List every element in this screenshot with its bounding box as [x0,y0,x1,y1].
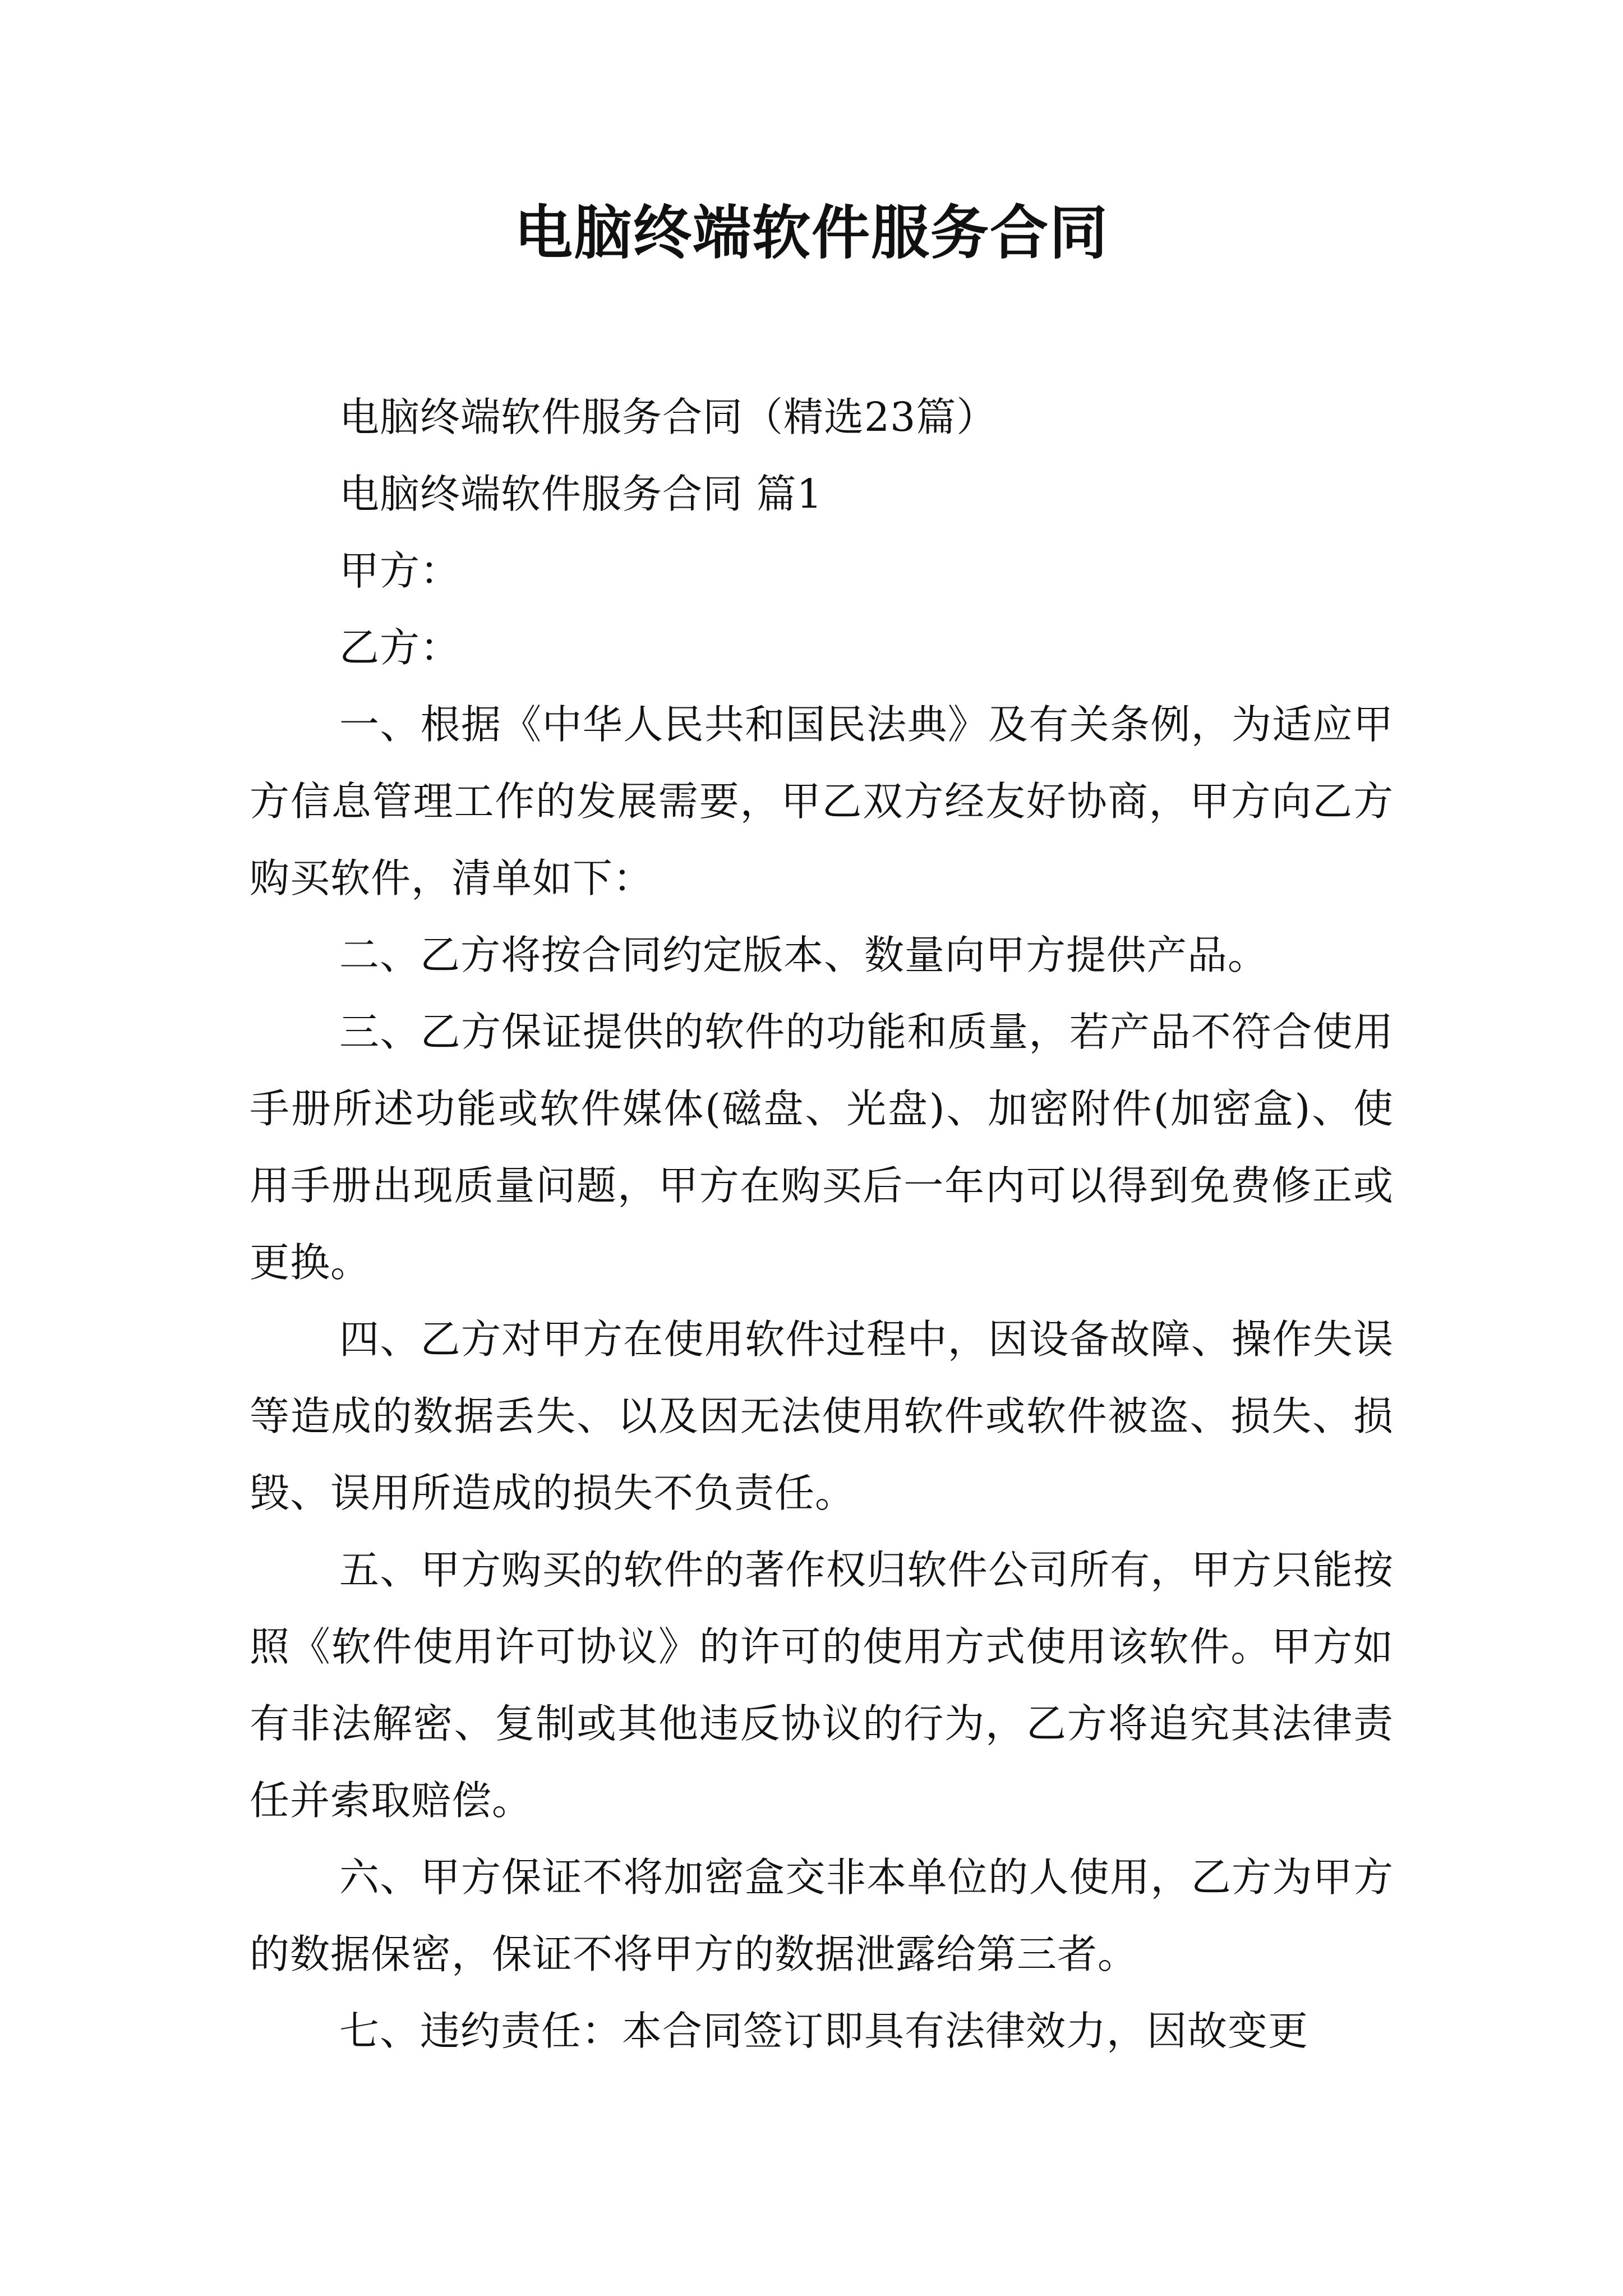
paragraph-clause-4: 四、乙方对甲方在使用软件过程中，因设备故障、操作失误等造成的数据丢失、以及因无法使用软件或软件被盗、损失、损毁、误用所造成的损失不负责任。 [250,1316,1394,1516]
paragraph-subtitle: 电脑终端软件服务合同（精选23篇） [339,394,997,440]
paragraph-clause-3: 三、乙方保证提供的软件的功能和质量，若产品不符合使用手册所述功能或软件媒体(磁盘、光盘)、加密附件(加密盒)、使用手册出现质量问题，甲方在购买后一年内可以得到免费修正或更换。 [250,1009,1394,1286]
document-title: 电脑终端软件服务合同 [514,199,1109,267]
document-body [250,379,1394,2069]
paragraph-party-a: 甲方： [339,547,461,594]
paragraph-clause-6: 六、甲方保证不将加密盒交非本单位的人使用，乙方为甲方的数据保密，保证不将甲方的数据泄露给第三者。 [250,1854,1394,1977]
paragraph-clause-5: 五、甲方购买的软件的著作权归软件公司所有，甲方只能按照《软件使用许可协议》的许可的使用方式使用该软件。甲方如有非法解密、复制或其他违反协议的行为，乙方将追究其法律责任并索取赔偿。 [250,1547,1394,1824]
paragraph-clause-2: 二、乙方将按合同约定版本、数量向甲方提供产品。 [339,932,1269,978]
paragraph-clause-7: 七、违约责任：本合同签订即具有法律效力，因故变更 [339,2008,1309,2054]
paragraph-party-b: 乙方： [339,624,461,671]
paragraph-clause-1: 一、根据《中华人民共和国民法典》及有关条例，为适应甲方信息管理工作的发展需要，甲乙双方经友好协商，甲方向乙方购买软件，清单如下： [250,701,1394,901]
paragraph-section-heading: 电脑终端软件服务合同 篇1 [339,471,823,517]
